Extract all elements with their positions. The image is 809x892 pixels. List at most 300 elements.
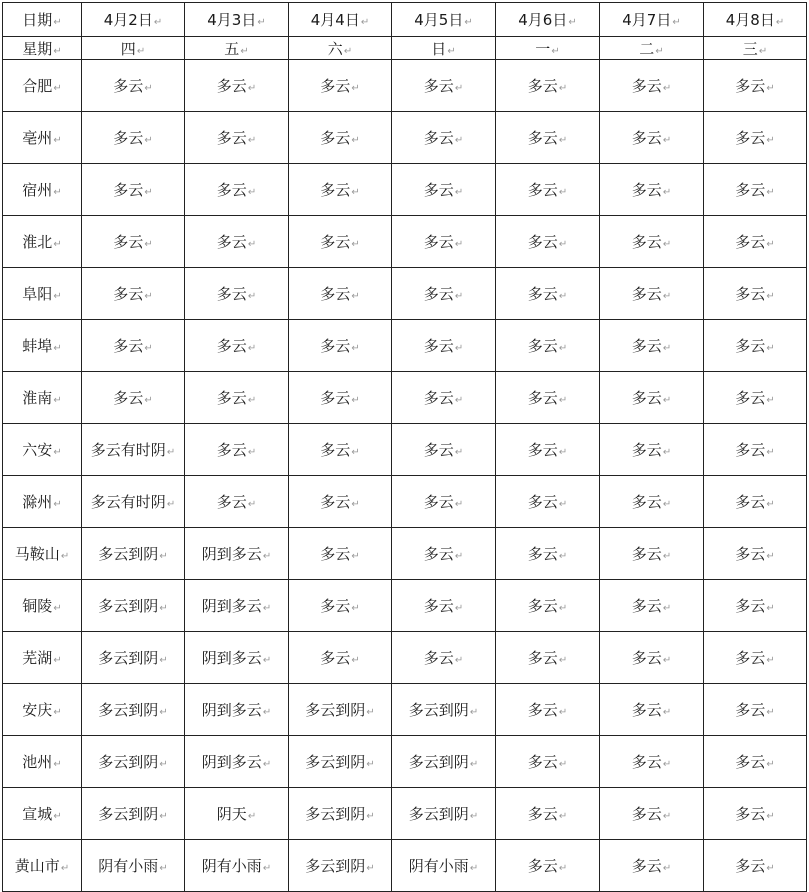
- paragraph-mark-icon: ↵: [758, 45, 768, 57]
- forecast-cell-text: 多云: [631, 701, 662, 719]
- forecast-cell: [185, 268, 289, 320]
- forecast-cell-text: 多云: [631, 545, 662, 563]
- forecast-cell-text: 多云: [113, 389, 144, 407]
- forecast-cell-text: 多云: [527, 441, 558, 459]
- date-label: [3, 3, 82, 37]
- forecast-cell: [704, 164, 807, 216]
- forecast-cell-text: 多云: [735, 649, 766, 667]
- city-name-text: 亳州: [22, 129, 53, 147]
- paragraph-mark-icon: ↵: [144, 395, 153, 406]
- forecast-cell: [82, 684, 185, 736]
- forecast-cell: [496, 684, 600, 736]
- forecast-cell-text: 多云: [735, 129, 766, 147]
- forecast-cell-text: 多云: [216, 285, 247, 303]
- paragraph-mark-icon: ↵: [53, 83, 62, 94]
- forecast-cell-text: 多云: [423, 337, 454, 355]
- forecast-cell-text: 多云: [423, 233, 454, 251]
- forecast-cell-text: 多云: [113, 77, 144, 95]
- paragraph-mark-icon: ↵: [454, 291, 464, 302]
- paragraph-mark-icon: ↵: [662, 603, 672, 614]
- forecast-cell: [704, 736, 807, 788]
- forecast-cell-text: 多云: [216, 233, 247, 251]
- paragraph-mark-icon: ↵: [262, 863, 272, 874]
- city-name-text: 池州: [22, 753, 53, 771]
- forecast-cell: [392, 788, 496, 840]
- forecast-cell: [185, 60, 289, 112]
- city-name: [3, 736, 82, 788]
- paragraph-mark-icon: ↵: [351, 551, 360, 562]
- forecast-cell: [392, 268, 496, 320]
- paragraph-mark-icon: ↵: [262, 655, 272, 666]
- paragraph-mark-icon: ↵: [366, 863, 375, 874]
- forecast-cell-text: 多云: [735, 597, 766, 615]
- forecast-cell: [600, 112, 704, 164]
- forecast-cell-text: 多云: [320, 545, 351, 563]
- paragraph-mark-icon: ↵: [662, 759, 672, 770]
- forecast-cell-text: 阴到多云: [201, 649, 262, 667]
- forecast-cell: [704, 268, 807, 320]
- date-header: [185, 3, 289, 37]
- paragraph-mark-icon: ↵: [775, 17, 785, 28]
- table-row: [3, 840, 807, 892]
- forecast-cell: [289, 268, 392, 320]
- paragraph-mark-icon: ↵: [166, 499, 176, 510]
- forecast-cell-text: 多云: [527, 753, 558, 771]
- weekday-label-text: 星期: [22, 39, 53, 58]
- weekday-label: [3, 37, 82, 60]
- forecast-cell: [496, 580, 600, 632]
- paragraph-mark-icon: ↵: [558, 239, 568, 250]
- forecast-cell: [704, 216, 807, 268]
- forecast-cell: [82, 788, 185, 840]
- paragraph-mark-icon: ↵: [53, 707, 62, 718]
- forecast-cell-text: 多云: [216, 493, 247, 511]
- forecast-cell-text: 多云: [735, 285, 766, 303]
- date-header-text: 4月6日: [518, 11, 568, 29]
- paragraph-mark-icon: ↵: [360, 17, 370, 28]
- forecast-cell-text: 多云: [113, 129, 144, 147]
- forecast-cell-text: 多云: [527, 805, 558, 823]
- forecast-cell: [289, 788, 392, 840]
- table-row: [3, 580, 807, 632]
- forecast-cell: [496, 632, 600, 684]
- forecast-cell-text: 多云: [631, 493, 662, 511]
- forecast-cell-text: 阴有小雨: [98, 857, 159, 875]
- forecast-cell-text: 多云: [631, 753, 662, 771]
- date-header-text: 4月8日: [725, 11, 775, 29]
- forecast-cell: [496, 112, 600, 164]
- forecast-cell: [185, 788, 289, 840]
- date-header: [496, 3, 600, 37]
- forecast-cell: [392, 580, 496, 632]
- paragraph-mark-icon: ↵: [366, 811, 375, 822]
- forecast-cell: [600, 424, 704, 476]
- paragraph-mark-icon: ↵: [454, 655, 464, 666]
- paragraph-mark-icon: ↵: [558, 187, 568, 198]
- forecast-cell: [82, 476, 185, 528]
- forecast-cell-text: 多云: [423, 545, 454, 563]
- paragraph-mark-icon: ↵: [454, 551, 464, 562]
- forecast-cell: [82, 216, 185, 268]
- paragraph-mark-icon: ↵: [166, 447, 176, 458]
- paragraph-mark-icon: ↵: [247, 811, 257, 822]
- city-name-text: 蚌埠: [22, 337, 53, 355]
- paragraph-mark-icon: ↵: [136, 45, 146, 57]
- city-name-text: 马鞍山: [14, 545, 60, 563]
- paragraph-mark-icon: ↵: [53, 759, 62, 770]
- forecast-cell-text: 多云到阴: [98, 805, 159, 823]
- paragraph-mark-icon: ↵: [144, 187, 153, 198]
- paragraph-mark-icon: ↵: [454, 603, 464, 614]
- paragraph-mark-icon: ↵: [53, 499, 62, 510]
- paragraph-mark-icon: ↵: [568, 17, 577, 28]
- forecast-cell-text: 多云: [320, 233, 351, 251]
- date-header: [392, 3, 496, 37]
- forecast-cell: [289, 216, 392, 268]
- paragraph-mark-icon: ↵: [351, 447, 360, 458]
- table-row: [3, 60, 807, 112]
- table-row: [3, 528, 807, 580]
- paragraph-mark-icon: ↵: [672, 17, 681, 28]
- date-header: [704, 3, 807, 37]
- weekday-header-text: 六: [327, 39, 343, 58]
- forecast-cell: [392, 736, 496, 788]
- forecast-cell-text: 多云有时阴: [90, 493, 166, 511]
- forecast-cell-text: 多云: [527, 649, 558, 667]
- paragraph-mark-icon: ↵: [247, 343, 257, 354]
- forecast-cell: [496, 268, 600, 320]
- forecast-cell-text: 多云: [216, 389, 247, 407]
- paragraph-mark-icon: ↵: [262, 759, 272, 770]
- paragraph-mark-icon: ↵: [60, 551, 70, 562]
- paragraph-mark-icon: ↵: [351, 603, 360, 614]
- forecast-cell: [600, 372, 704, 424]
- paragraph-mark-icon: ↵: [53, 239, 62, 250]
- forecast-cell: [392, 216, 496, 268]
- forecast-cell: [392, 632, 496, 684]
- paragraph-mark-icon: ↵: [662, 83, 672, 94]
- paragraph-mark-icon: ↵: [53, 603, 62, 614]
- date-header-text: 4月5日: [414, 11, 464, 29]
- forecast-cell: [600, 268, 704, 320]
- paragraph-mark-icon: ↵: [144, 291, 153, 302]
- forecast-cell-text: 多云: [735, 545, 766, 563]
- forecast-cell: [496, 216, 600, 268]
- paragraph-mark-icon: ↵: [351, 395, 360, 406]
- forecast-cell: [496, 372, 600, 424]
- forecast-cell: [82, 268, 185, 320]
- forecast-cell-text: 多云: [735, 337, 766, 355]
- forecast-cell: [289, 840, 392, 892]
- forecast-cell-text: 多云: [527, 389, 558, 407]
- forecast-cell: [82, 60, 185, 112]
- paragraph-mark-icon: ↵: [766, 291, 775, 302]
- forecast-cell: [392, 528, 496, 580]
- weekday-header: [704, 37, 807, 60]
- forecast-cell-text: 多云: [735, 805, 766, 823]
- paragraph-mark-icon: ↵: [351, 499, 360, 510]
- city-name-text: 宣城: [22, 805, 53, 823]
- paragraph-mark-icon: ↵: [662, 707, 672, 718]
- forecast-cell-text: 多云: [527, 701, 558, 719]
- forecast-cell-text: 多云到阴: [305, 701, 366, 719]
- city-name-text: 滁州: [22, 493, 53, 511]
- paragraph-mark-icon: ↵: [558, 863, 568, 874]
- paragraph-mark-icon: ↵: [469, 707, 479, 718]
- forecast-cell-text: 多云: [735, 857, 766, 875]
- paragraph-mark-icon: ↵: [558, 343, 568, 354]
- forecast-cell-text: 多云: [735, 493, 766, 511]
- forecast-cell: [289, 528, 392, 580]
- paragraph-mark-icon: ↵: [343, 45, 353, 57]
- paragraph-mark-icon: ↵: [662, 291, 672, 302]
- paragraph-mark-icon: ↵: [247, 291, 257, 302]
- forecast-cell: [600, 632, 704, 684]
- paragraph-mark-icon: ↵: [144, 343, 153, 354]
- city-name: [3, 164, 82, 216]
- forecast-cell: [600, 216, 704, 268]
- forecast-cell-text: 多云: [735, 753, 766, 771]
- table-row: [3, 424, 807, 476]
- forecast-cell-text: 多云: [527, 181, 558, 199]
- city-name-text: 芜湖: [22, 649, 53, 667]
- city-name: [3, 476, 82, 528]
- forecast-cell: [392, 112, 496, 164]
- paragraph-mark-icon: ↵: [447, 45, 456, 57]
- city-name-text: 阜阳: [22, 285, 53, 303]
- forecast-cell: [600, 580, 704, 632]
- table-row: [3, 684, 807, 736]
- table-row: [3, 476, 807, 528]
- weekday-header: [496, 37, 600, 60]
- forecast-cell: [82, 632, 185, 684]
- forecast-cell-text: 多云: [631, 649, 662, 667]
- forecast-cell: [600, 60, 704, 112]
- forecast-cell-text: 多云: [423, 597, 454, 615]
- forecast-cell-text: 多云: [735, 441, 766, 459]
- forecast-cell: [496, 476, 600, 528]
- paragraph-mark-icon: ↵: [454, 499, 464, 510]
- forecast-cell: [185, 112, 289, 164]
- paragraph-mark-icon: ↵: [469, 811, 479, 822]
- forecast-cell: [82, 840, 185, 892]
- forecast-cell: [704, 320, 807, 372]
- forecast-cell: [185, 736, 289, 788]
- paragraph-mark-icon: ↵: [454, 83, 464, 94]
- forecast-cell-text: 多云: [320, 181, 351, 199]
- city-name: [3, 788, 82, 840]
- forecast-cell: [392, 60, 496, 112]
- weekday-header-row: [3, 37, 807, 60]
- paragraph-mark-icon: ↵: [351, 291, 360, 302]
- forecast-cell-text: 多云: [216, 337, 247, 355]
- paragraph-mark-icon: ↵: [655, 45, 664, 57]
- forecast-cell-text: 多云到阴: [408, 701, 469, 719]
- forecast-cell: [82, 372, 185, 424]
- forecast-cell-text: 多云: [423, 77, 454, 95]
- city-name: [3, 268, 82, 320]
- forecast-cell-text: 多云: [423, 493, 454, 511]
- forecast-cell-text: 多云: [216, 129, 247, 147]
- forecast-cell-text: 多云: [423, 181, 454, 199]
- paragraph-mark-icon: ↵: [53, 135, 62, 146]
- forecast-cell: [392, 840, 496, 892]
- forecast-cell-text: 多云: [423, 441, 454, 459]
- city-name: [3, 216, 82, 268]
- forecast-cell-text: 多云到阴: [98, 545, 159, 563]
- forecast-cell-text: 多云有时阴: [90, 441, 166, 459]
- paragraph-mark-icon: ↵: [53, 343, 62, 354]
- forecast-cell-text: 多云: [631, 285, 662, 303]
- forecast-cell: [496, 788, 600, 840]
- paragraph-mark-icon: ↵: [262, 551, 272, 562]
- paragraph-mark-icon: ↵: [454, 343, 464, 354]
- forecast-cell-text: 多云: [735, 389, 766, 407]
- paragraph-mark-icon: ↵: [454, 135, 464, 146]
- forecast-table: [2, 2, 807, 892]
- forecast-cell: [392, 476, 496, 528]
- forecast-cell: [496, 528, 600, 580]
- forecast-cell: [600, 736, 704, 788]
- forecast-cell-text: 多云: [113, 233, 144, 251]
- table-row: [3, 632, 807, 684]
- forecast-cell-text: 多云: [631, 441, 662, 459]
- city-name: [3, 112, 82, 164]
- forecast-cell: [600, 164, 704, 216]
- city-name-text: 宿州: [22, 181, 53, 199]
- date-header-text: 4月2日: [103, 11, 153, 29]
- date-label-text: 日期: [22, 11, 53, 29]
- city-name-text: 合肥: [22, 77, 53, 95]
- forecast-cell-text: 多云: [527, 493, 558, 511]
- paragraph-mark-icon: ↵: [53, 447, 62, 458]
- paragraph-mark-icon: ↵: [662, 447, 672, 458]
- city-name: [3, 840, 82, 892]
- forecast-cell: [289, 476, 392, 528]
- paragraph-mark-icon: ↵: [53, 811, 62, 822]
- weekday-header: [392, 37, 496, 60]
- forecast-cell-text: 多云: [631, 389, 662, 407]
- forecast-cell: [600, 788, 704, 840]
- forecast-cell: [185, 580, 289, 632]
- paragraph-mark-icon: ↵: [558, 499, 568, 510]
- forecast-cell: [600, 684, 704, 736]
- paragraph-mark-icon: ↵: [247, 447, 257, 458]
- forecast-cell: [185, 632, 289, 684]
- forecast-cell: [600, 528, 704, 580]
- paragraph-mark-icon: ↵: [469, 863, 479, 874]
- paragraph-mark-icon: ↵: [766, 759, 775, 770]
- paragraph-mark-icon: ↵: [766, 135, 775, 146]
- paragraph-mark-icon: ↵: [153, 17, 163, 28]
- paragraph-mark-icon: ↵: [53, 187, 62, 198]
- paragraph-mark-icon: ↵: [766, 499, 775, 510]
- paragraph-mark-icon: ↵: [247, 239, 257, 250]
- forecast-cell-text: 多云: [423, 389, 454, 407]
- paragraph-mark-icon: ↵: [53, 395, 62, 406]
- paragraph-mark-icon: ↵: [766, 187, 775, 198]
- paragraph-mark-icon: ↵: [558, 395, 568, 406]
- paragraph-mark-icon: ↵: [558, 603, 568, 614]
- paragraph-mark-icon: ↵: [53, 45, 62, 57]
- forecast-cell-text: 多云: [527, 857, 558, 875]
- forecast-cell: [185, 216, 289, 268]
- paragraph-mark-icon: ↵: [247, 187, 257, 198]
- forecast-cell-text: 多云: [423, 285, 454, 303]
- weekday-header-text: 二: [639, 39, 655, 58]
- forecast-cell: [289, 112, 392, 164]
- paragraph-mark-icon: ↵: [662, 239, 672, 250]
- forecast-cell: [185, 840, 289, 892]
- forecast-cell: [704, 684, 807, 736]
- paragraph-mark-icon: ↵: [766, 863, 775, 874]
- forecast-cell: [496, 840, 600, 892]
- paragraph-mark-icon: ↵: [558, 811, 568, 822]
- paragraph-mark-icon: ↵: [351, 187, 360, 198]
- paragraph-mark-icon: ↵: [144, 83, 153, 94]
- weekday-header: [185, 37, 289, 60]
- forecast-cell: [600, 320, 704, 372]
- paragraph-mark-icon: ↵: [766, 447, 775, 458]
- table-row: [3, 736, 807, 788]
- forecast-cell-text: 多云: [527, 233, 558, 251]
- weekday-header-text: 五: [224, 39, 240, 58]
- forecast-cell-text: 多云: [320, 597, 351, 615]
- date-header: [82, 3, 185, 37]
- paragraph-mark-icon: ↵: [551, 45, 560, 57]
- paragraph-mark-icon: ↵: [351, 343, 360, 354]
- forecast-cell: [82, 112, 185, 164]
- forecast-cell: [600, 476, 704, 528]
- paragraph-mark-icon: ↵: [247, 83, 257, 94]
- forecast-cell: [704, 840, 807, 892]
- forecast-cell: [82, 736, 185, 788]
- forecast-cell-text: 多云: [320, 649, 351, 667]
- weekday-header-text: 四: [120, 39, 136, 58]
- forecast-cell-text: 多云: [320, 129, 351, 147]
- paragraph-mark-icon: ↵: [558, 291, 568, 302]
- forecast-cell-text: 多云到阴: [408, 753, 469, 771]
- forecast-cell: [704, 632, 807, 684]
- forecast-cell: [185, 476, 289, 528]
- paragraph-mark-icon: ↵: [558, 707, 568, 718]
- forecast-cell-text: 阴有小雨: [408, 857, 469, 875]
- city-name: [3, 372, 82, 424]
- forecast-cell: [185, 320, 289, 372]
- city-name-text: 铜陵: [22, 597, 53, 615]
- forecast-cell: [289, 60, 392, 112]
- forecast-cell-text: 多云: [113, 181, 144, 199]
- city-name-text: 淮南: [22, 389, 53, 407]
- forecast-cell-text: 多云到阴: [98, 649, 159, 667]
- paragraph-mark-icon: ↵: [766, 343, 775, 354]
- forecast-cell-text: 多云: [631, 805, 662, 823]
- forecast-cell-text: 多云: [320, 285, 351, 303]
- paragraph-mark-icon: ↵: [262, 707, 272, 718]
- paragraph-mark-icon: ↵: [558, 759, 568, 770]
- paragraph-mark-icon: ↵: [159, 603, 168, 614]
- forecast-cell: [82, 580, 185, 632]
- forecast-cell: [392, 684, 496, 736]
- forecast-cell: [185, 164, 289, 216]
- forecast-cell: [704, 476, 807, 528]
- forecast-cell-text: 多云: [113, 285, 144, 303]
- paragraph-mark-icon: ↵: [454, 395, 464, 406]
- paragraph-mark-icon: ↵: [766, 603, 775, 614]
- forecast-cell: [704, 112, 807, 164]
- forecast-cell-text: 多云: [631, 337, 662, 355]
- paragraph-mark-icon: ↵: [662, 343, 672, 354]
